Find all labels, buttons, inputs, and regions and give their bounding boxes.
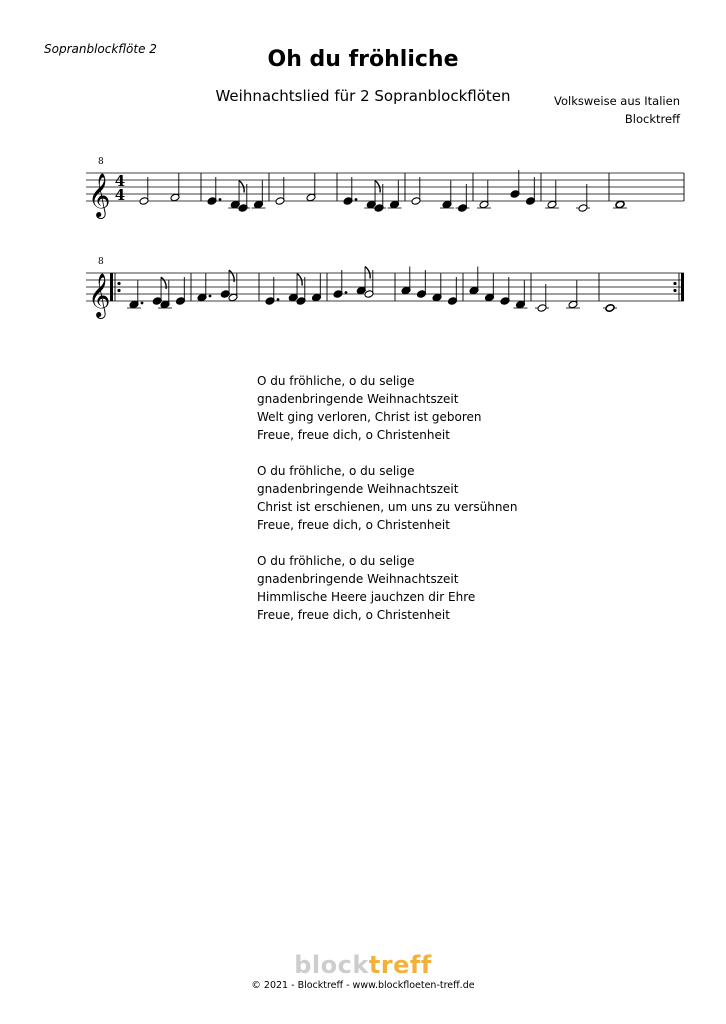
augmentation-dot [345, 291, 348, 294]
lyrics-stanza-3 [257, 552, 517, 624]
lyric-line: Freue, freue dich, o Christenheit [257, 518, 450, 532]
credits [554, 92, 680, 128]
repeat-end-thick-bar [681, 273, 684, 301]
lyric-line: O du fröhliche, o du selige [257, 554, 415, 568]
notehead [615, 200, 625, 209]
note [176, 277, 186, 305]
note [139, 177, 149, 205]
lyric-line: Christ ist erschienen, um uns zu versühnen [257, 500, 518, 514]
logo-text-treff: treff [368, 951, 432, 979]
note-flag [365, 267, 370, 279]
augmentation-dot [277, 298, 280, 301]
time-signature-top: 4 [114, 172, 126, 190]
note [566, 281, 580, 309]
page-subtitle: Weihnachtslied für 2 Sopranblockflöten [215, 87, 511, 105]
note [576, 184, 590, 212]
lyric-line: gnadenbringende Weihnachtszeit [257, 482, 459, 496]
lyric-line: O du fröhliche, o du selige [257, 374, 415, 388]
note [197, 274, 211, 302]
note-flag [375, 181, 380, 193]
instrument-label: Sopranblockflöte 2 [44, 42, 157, 56]
note [477, 181, 491, 209]
lyrics-stanza-2 [257, 462, 517, 534]
repeat-start-thick-bar [110, 273, 113, 301]
note [485, 274, 495, 302]
blocktreff-logo [0, 951, 726, 979]
lyrics-stanza-1 [257, 372, 517, 444]
arranger-label: Blocktreff [624, 112, 680, 126]
origin-label: Volksweise aus Italien [554, 94, 680, 108]
note [356, 267, 370, 295]
lyric-line: Freue, freue dich, o Christenheit [257, 608, 450, 622]
note [388, 181, 402, 209]
note [432, 274, 442, 302]
lyric-line: Welt ging verloren, Christ ist geboren [257, 410, 482, 424]
augmentation-dot [355, 198, 358, 201]
time-signature-bottom: 4 [114, 186, 126, 204]
note [275, 177, 285, 205]
note [535, 284, 549, 312]
augmentation-dot [141, 302, 144, 305]
lyric-line: gnadenbringende Weihnachtszeit [257, 392, 459, 406]
lyric-line: Freue, freue dich, o Christenheit [257, 428, 450, 442]
note [411, 177, 421, 205]
treble-clef-icon: 𝄞 [88, 273, 111, 317]
logo-text-block: block [294, 951, 369, 979]
music-staff-2 [0, 250, 726, 325]
note [417, 270, 427, 298]
lyric-line: O du fröhliche, o du selige [257, 464, 415, 478]
note [158, 281, 172, 309]
repeat-dot [117, 282, 120, 285]
note [288, 274, 302, 302]
octave-mark: 8 [98, 257, 104, 267]
note [526, 177, 536, 205]
note [448, 277, 458, 305]
repeat-dot [673, 282, 676, 285]
note [603, 304, 617, 313]
note [252, 181, 266, 209]
note [469, 267, 479, 295]
footer-copyright: © 2021 - Blocktreff - www.blockfloeten-treff.de [251, 980, 475, 991]
lyric-line: gnadenbringende Weihnachtszeit [257, 572, 459, 586]
page-title: Oh du fröhliche [267, 47, 459, 72]
notehead [605, 304, 615, 313]
lyrics [257, 372, 517, 642]
note [514, 281, 528, 309]
lyric-line: Himmlische Heere jauchzen dir Ehre [257, 590, 476, 604]
note [296, 277, 306, 305]
note-flag [239, 181, 244, 193]
note [456, 184, 470, 212]
note [127, 281, 143, 309]
note [510, 170, 520, 198]
note [228, 181, 244, 209]
note [364, 270, 374, 298]
music-staff-1 [0, 150, 726, 225]
augmentation-dot [219, 198, 222, 201]
note [228, 274, 238, 302]
treble-clef-icon: 𝄞 [88, 173, 111, 217]
note [364, 181, 380, 209]
octave-mark: 8 [98, 157, 104, 167]
note [372, 184, 386, 212]
note [500, 277, 510, 305]
note [170, 174, 180, 202]
note [401, 267, 411, 295]
note-flag [297, 274, 302, 286]
note [545, 181, 559, 209]
note [440, 181, 454, 209]
augmentation-dot [209, 295, 212, 298]
note [312, 274, 322, 302]
note [613, 200, 627, 209]
repeat-dot [117, 289, 120, 292]
repeat-dot [673, 289, 676, 292]
note [306, 174, 316, 202]
note [236, 184, 250, 212]
